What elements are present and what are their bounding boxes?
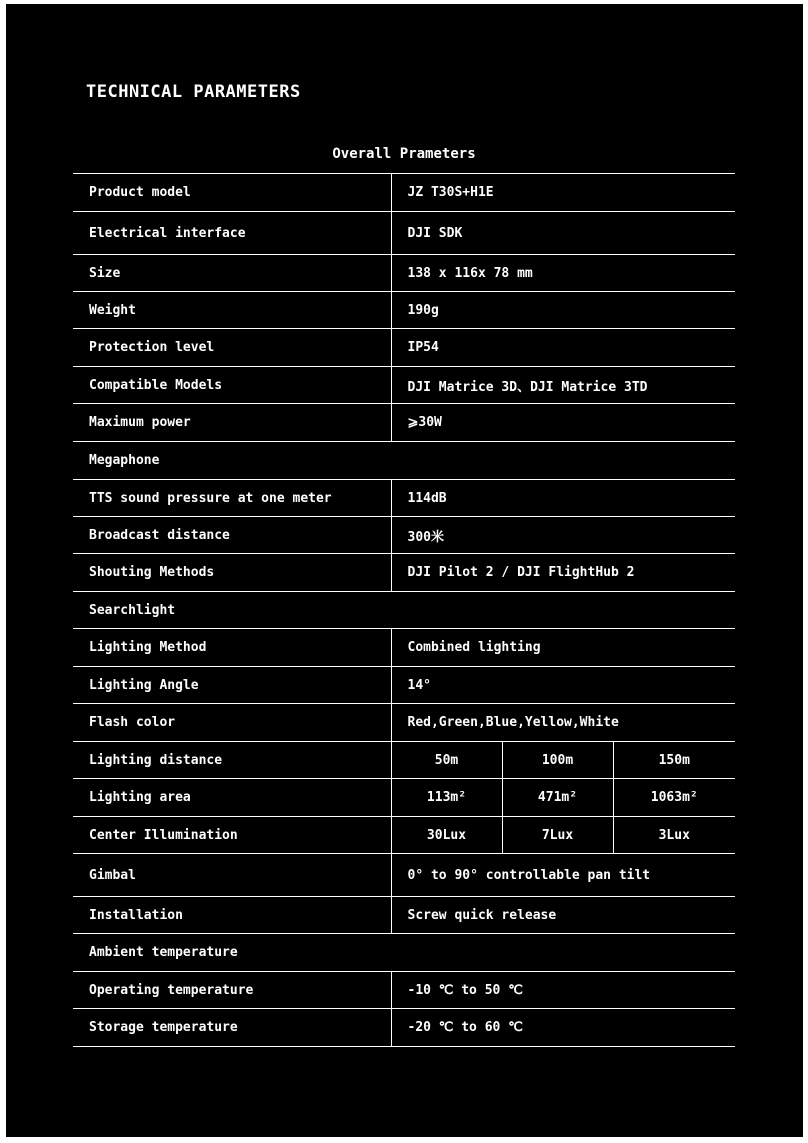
row-value: 300米	[391, 517, 735, 554]
row-value-2: 7Lux	[502, 817, 613, 854]
row-label: Shouting Methods	[73, 554, 391, 592]
table-row	[73, 817, 735, 854]
table-row	[73, 367, 735, 404]
table-row	[73, 174, 735, 212]
section-header-row	[73, 442, 735, 480]
table-title: Overall Prameters	[332, 146, 476, 162]
row-value: JZ T30S+H1E	[391, 174, 735, 212]
row-value: DJI Pilot 2 / DJI FlightHub 2	[391, 554, 735, 592]
row-value-1: 50m	[391, 742, 502, 779]
row-label: Lighting distance	[73, 742, 391, 779]
row-value-2: 471m²	[502, 779, 613, 817]
table-row	[73, 704, 735, 742]
row-value-3: 1063m²	[613, 779, 735, 817]
row-value: 114dB	[391, 480, 735, 517]
row-label: Lighting area	[73, 779, 391, 817]
row-label: Size	[73, 255, 391, 292]
row-label: Installation	[73, 897, 391, 934]
row-label: Protection level	[73, 329, 391, 367]
table-row	[73, 972, 735, 1009]
row-value: 190g	[391, 292, 735, 329]
row-label: Lighting Angle	[73, 667, 391, 704]
row-value-1: 113m²	[391, 779, 502, 817]
row-value: DJI SDK	[391, 212, 735, 255]
row-value: DJI Matrice 3D、DJI Matrice 3TD	[391, 367, 735, 404]
row-value: Red,Green,Blue,Yellow,White	[391, 704, 735, 742]
table-row	[73, 629, 735, 667]
table-row	[73, 517, 735, 554]
table-row	[73, 854, 735, 897]
table-row	[73, 554, 735, 592]
page-title: TECHNICAL PARAMETERS	[86, 82, 301, 102]
table-row	[73, 667, 735, 704]
table-row	[73, 255, 735, 292]
table-row	[73, 480, 735, 517]
table-row	[73, 212, 735, 255]
row-value: -20 ℃ to 60 ℃	[391, 1009, 735, 1047]
spec-table	[73, 173, 735, 1047]
row-value-2: 100m	[502, 742, 613, 779]
row-value-3: 150m	[613, 742, 735, 779]
row-value: Combined lighting	[391, 629, 735, 667]
row-label: Center Illumination	[73, 817, 391, 854]
row-label: TTS sound pressure at one meter	[73, 480, 391, 517]
section-header-row	[73, 592, 735, 629]
row-label: Compatible Models	[73, 367, 391, 404]
row-label: Broadcast distance	[73, 517, 391, 554]
row-label: Maximum power	[73, 404, 391, 442]
row-label: Electrical interface	[73, 212, 391, 255]
row-label: Weight	[73, 292, 391, 329]
table-row	[73, 292, 735, 329]
row-value: 138 x 116x 78 mm	[391, 255, 735, 292]
table-row	[73, 779, 735, 817]
row-label: Product model	[73, 174, 391, 212]
row-value: IP54	[391, 329, 735, 367]
row-value: Screw quick release	[391, 897, 735, 934]
row-value: -10 ℃ to 50 ℃	[391, 972, 735, 1009]
section-title: Searchlight	[73, 592, 735, 629]
document-page	[6, 4, 803, 1137]
row-label: Operating temperature	[73, 972, 391, 1009]
row-value: 0° to 90° controllable pan tilt	[391, 854, 735, 897]
row-value: ⩾30W	[391, 404, 735, 442]
row-label: Flash color	[73, 704, 391, 742]
section-title: Megaphone	[73, 442, 735, 480]
row-label: Lighting Method	[73, 629, 391, 667]
row-label: Storage temperature	[73, 1009, 391, 1047]
table-row	[73, 1009, 735, 1047]
table-row	[73, 404, 735, 442]
row-label: Gimbal	[73, 854, 391, 897]
table-row	[73, 329, 735, 367]
section-title: Ambient temperature	[73, 934, 735, 972]
section-header-row	[73, 934, 735, 972]
row-value: 14°	[391, 667, 735, 704]
table-row	[73, 897, 735, 934]
table-row	[73, 742, 735, 779]
row-value-3: 3Lux	[613, 817, 735, 854]
row-value-1: 30Lux	[391, 817, 502, 854]
